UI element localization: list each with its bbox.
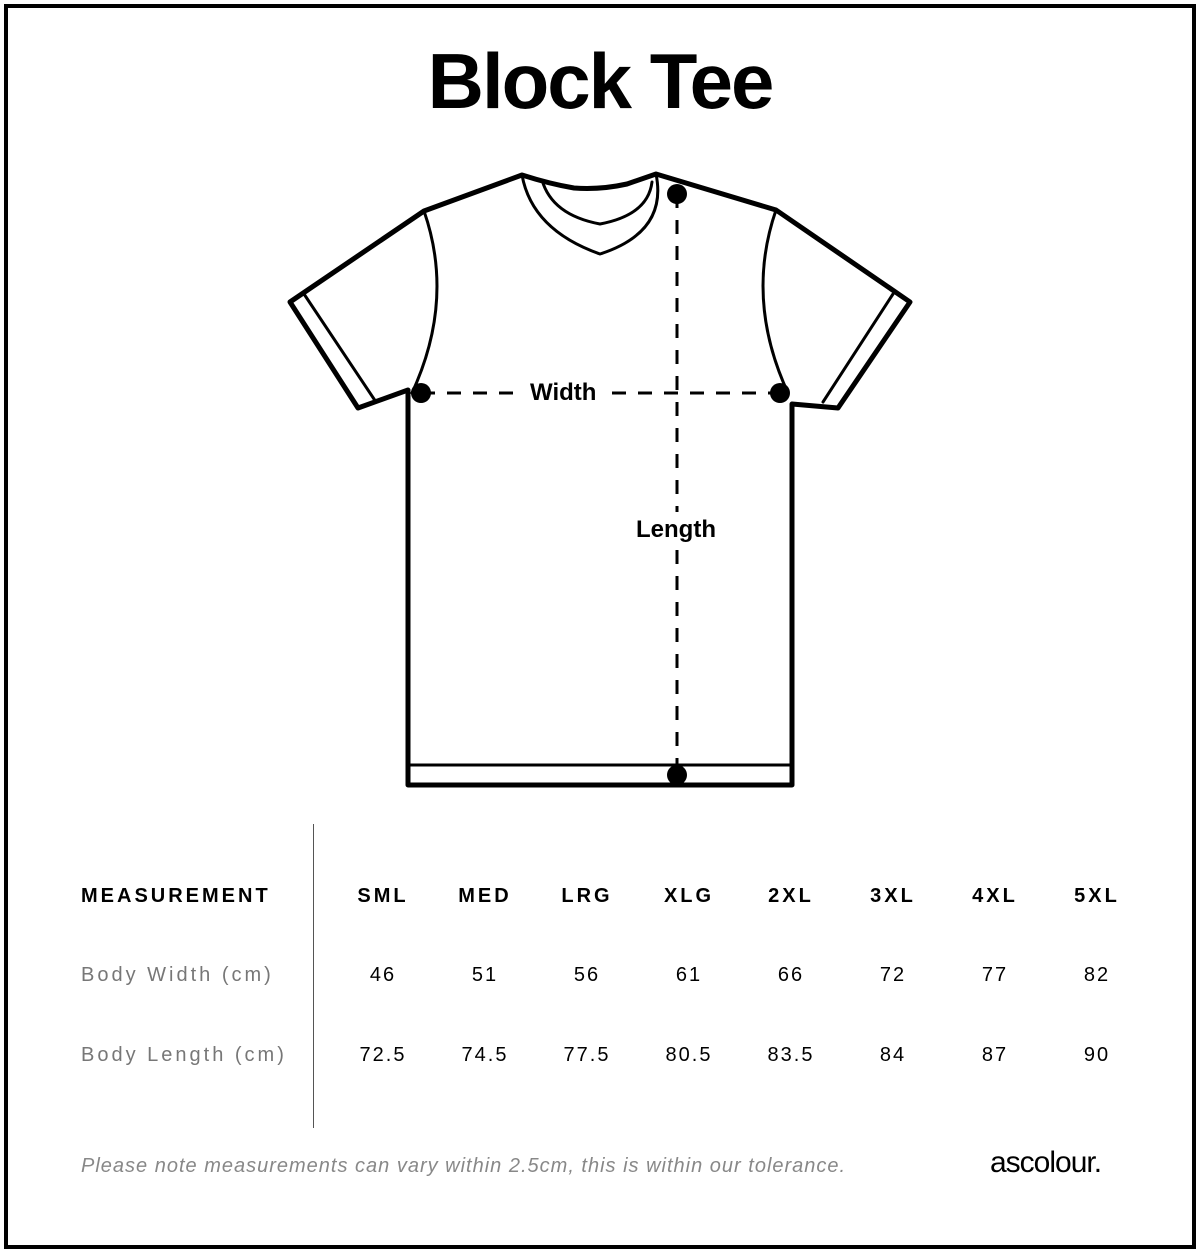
- body-length-label: Body Length (cm): [81, 1044, 287, 1066]
- tolerance-note: Please note measurements can vary within 2.5cm, this is within our tolerance.: [81, 1155, 847, 1177]
- length-label: Length: [632, 518, 720, 542]
- body-length-value: 80.5: [665, 1044, 713, 1066]
- width-point-right: [770, 383, 790, 403]
- length-point-bottom: [667, 765, 687, 785]
- page-title: Block Tee: [427, 37, 773, 125]
- width-point-left: [411, 383, 431, 403]
- body-width-value: 51: [471, 964, 499, 986]
- size-header: LRG: [561, 885, 613, 907]
- length-point-top: [667, 184, 687, 204]
- size-header: 4XL: [972, 885, 1018, 907]
- size-header: 3XL: [870, 885, 916, 907]
- body-width-value: 72: [879, 964, 907, 986]
- brand-logo: ascolour.: [990, 1146, 1102, 1179]
- body-width-value: 56: [573, 964, 601, 986]
- size-header: 5XL: [1074, 885, 1120, 907]
- body-width-value: 61: [675, 964, 703, 986]
- body-length-value: 74.5: [461, 1044, 509, 1066]
- body-length-value: 83.5: [767, 1044, 815, 1066]
- size-header: MED: [458, 885, 512, 907]
- width-label: Width: [526, 381, 600, 405]
- body-width-label: Body Width (cm): [81, 964, 274, 986]
- body-width-value: 66: [777, 964, 805, 986]
- measurement-header: MEASUREMENT: [81, 885, 271, 907]
- table-divider: [313, 824, 314, 1128]
- body-length-value: 77.5: [563, 1044, 611, 1066]
- body-length-value: 72.5: [359, 1044, 407, 1066]
- body-length-value: 87: [981, 1044, 1009, 1066]
- size-header: SML: [357, 885, 409, 907]
- size-header: 2XL: [768, 885, 814, 907]
- body-width-value: 77: [981, 964, 1009, 986]
- body-length-value: 90: [1083, 1044, 1111, 1066]
- body-length-value: 84: [879, 1044, 907, 1066]
- body-width-value: 82: [1083, 964, 1111, 986]
- body-width-value: 46: [369, 964, 397, 986]
- size-header: XLG: [663, 885, 715, 907]
